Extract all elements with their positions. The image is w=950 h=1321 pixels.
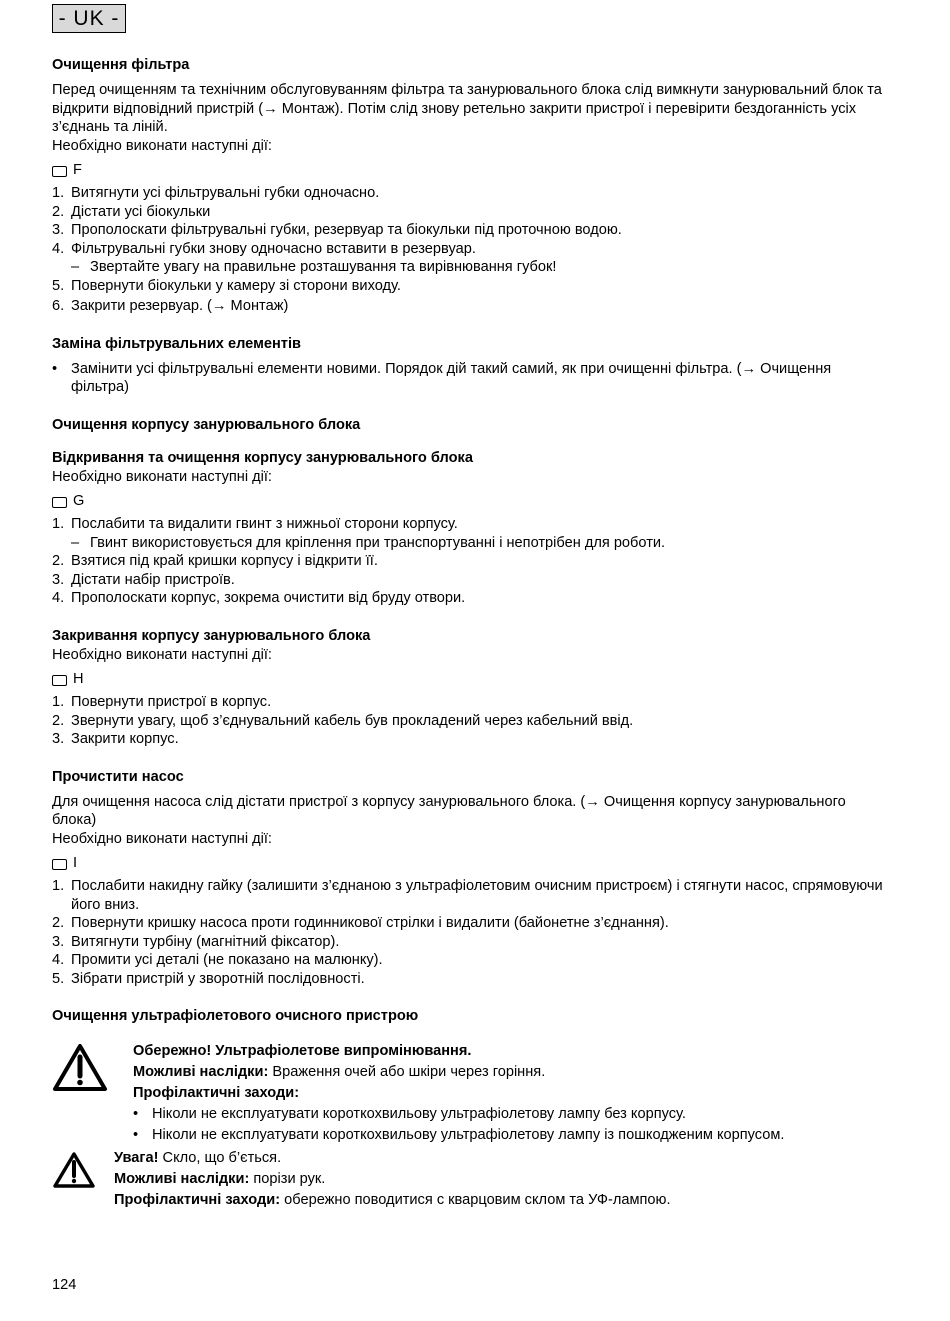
list-item: 1. Витягнути усі фільтрувальні губки одночасно. xyxy=(52,185,380,201)
subsection-title-closing: Закривання корпусу занурювального блока xyxy=(52,627,371,644)
language-tag: - UK - xyxy=(52,4,126,33)
uv-warning-measures xyxy=(133,1104,784,1146)
glass-warning-attention: Увага! Скло, що б’ється. xyxy=(114,1150,282,1166)
list-item: 2. Дістати усі біокульки xyxy=(52,203,211,220)
figure-letter: H xyxy=(73,671,84,687)
opening-steps xyxy=(52,515,890,534)
list-item: 3. Прополоскати фільтрувальні губки, резервуар та біокульки під проточною водою. xyxy=(52,222,622,238)
figure-icon xyxy=(52,675,67,686)
filter-cleaning-steps-cont xyxy=(52,277,890,316)
figure-reference xyxy=(52,670,890,689)
step-note: – Звертайте увагу на правильне розташування та вирівнювання губок! xyxy=(71,259,557,275)
list-item: 1. Послабити накидну гайку (залишити з’єднаною з ультрафіолетовим очисним пристроєм) і стягнути насос, спрямовуючи його вниз. xyxy=(52,878,883,913)
uv-warning-headline: Обережно! Ультрафіолетове випромінювання. xyxy=(133,1043,472,1059)
warning-triangle-icon xyxy=(52,1041,133,1093)
subsection-title-opening: Відкривання та очищення корпусу занурювального блока xyxy=(52,449,473,466)
list-item: 6. Закрити резервуар. (→ Монтаж) xyxy=(52,298,289,314)
figure-reference xyxy=(52,854,890,873)
section-title-filter-replacement: Заміна фільтрувальних елементів xyxy=(52,335,301,352)
list-item: 4. Прополоскати корпус, зокрема очистити від бруду отвори. xyxy=(52,590,466,606)
uv-warning-consequences: Можливі наслідки: Враження очей або шкіри через горіння. xyxy=(133,1064,546,1080)
actions-label: Необхідно виконати наступні дії: xyxy=(52,646,272,663)
section-title-filter-cleaning: Очищення фільтра xyxy=(52,57,190,73)
list-item: 2. Повернути кришку насоса проти годинникової стрілки і видалити (байонетне з’єднання). xyxy=(52,915,669,931)
filter-replacement-list xyxy=(52,360,890,397)
actions-label: Необхідно виконати наступні дії: xyxy=(52,830,272,847)
list-item: 4. Фільтрувальні губки знову одночасно вставити в резервуар. xyxy=(52,240,476,257)
figure-reference xyxy=(52,492,890,511)
list-item: • Ніколи не експлуатувати короткохвильову ультрафіолетову лампу із пошкодженим корпусом. xyxy=(133,1127,785,1143)
warning-triangle-icon xyxy=(52,1148,114,1190)
list-item: 5. Зібрати пристрій у зворотній послідовності. xyxy=(52,970,365,987)
section-title-housing-cleaning: Очищення корпусу занурювального блока xyxy=(52,416,361,433)
actions-label: Необхідно виконати наступні дії: xyxy=(52,468,272,485)
page-content xyxy=(52,56,890,1211)
list-item: 1. Повернути пристрої в корпус. xyxy=(52,694,272,710)
list-item: 4. Промити усі деталі (не показано на малюнку). xyxy=(52,952,383,968)
list-item: • Замінити усі фільтрувальні елементи новими. Порядок дій такий самий, як при очищенні фільтра. (→ Очищення фільтра) xyxy=(52,360,832,395)
list-item: 2. Звернути увагу, щоб з’єднувальний кабель був прокладений через кабельний ввід. xyxy=(52,712,634,729)
pump-cleaning-intro: Для очищення насоса слід дістати пристрої з корпусу занурювального блока. (→ Очищення корпусу занурювального блока) xyxy=(52,793,846,828)
section-title-uv-cleaning: Очищення ультрафіолетового очисного пристрою xyxy=(52,1008,419,1024)
list-item: 3. Витягнути турбіну (магнітний фіксатор). xyxy=(52,933,340,950)
figure-letter: F xyxy=(73,162,82,178)
glass-warning-consequences: Можливі наслідки: порізи рук. xyxy=(114,1171,326,1187)
list-item: 3. Дістати набір пристроїв. xyxy=(52,571,235,588)
glass-warning-measures: Профілактичні заходи: обережно поводитися с кварцовим склом та УФ-лампою. xyxy=(114,1192,671,1208)
actions-label: Необхідно виконати наступні дії: xyxy=(52,137,272,154)
uv-radiation-warning xyxy=(52,1041,890,1146)
figure-icon xyxy=(52,497,67,508)
uv-warning-measures-label: Профілактичні заходи: xyxy=(133,1085,300,1101)
section-title-pump-cleaning: Прочистити насос xyxy=(52,768,184,785)
list-item: 3. Закрити корпус. xyxy=(52,731,179,747)
filter-cleaning-intro: Перед очищенням та технічним обслуговуванням фільтра та занурювального блока слід вимкнути занурювальний блок та відкрити відповідний пристрій (→ Монтаж). Потім слід знову ретельно закрити пристрої і перевірити бездоганність усіх з’єднань та ліній. xyxy=(52,82,882,135)
step-note: – Гвинт використовується для кріплення при транспортуванні і непотрібен для роботи. xyxy=(71,534,666,551)
opening-steps-cont xyxy=(52,552,890,608)
closing-steps xyxy=(52,693,890,749)
filter-cleaning-steps xyxy=(52,184,890,258)
figure-icon xyxy=(52,166,67,177)
figure-letter: G xyxy=(73,493,85,509)
page-number: 124 xyxy=(52,1277,77,1293)
figure-letter: I xyxy=(73,855,78,871)
figure-reference xyxy=(52,161,890,180)
glass-warning-text xyxy=(114,1148,671,1211)
glass-warning xyxy=(52,1148,890,1211)
list-item: 1. Послабити та видалити гвинт з нижньої сторони корпусу. xyxy=(52,516,458,532)
pump-cleaning-steps xyxy=(52,877,890,988)
uv-warning-text xyxy=(133,1041,784,1146)
list-item: • Ніколи не експлуатувати короткохвильову ультрафіолетову лампу без корпусу. xyxy=(133,1106,686,1122)
list-item: 2. Взятися під край кришки корпусу і відкрити її. xyxy=(52,553,378,569)
list-item: 5. Повернути біокульки у камеру зі сторони виходу. xyxy=(52,277,401,294)
figure-icon xyxy=(52,859,67,870)
